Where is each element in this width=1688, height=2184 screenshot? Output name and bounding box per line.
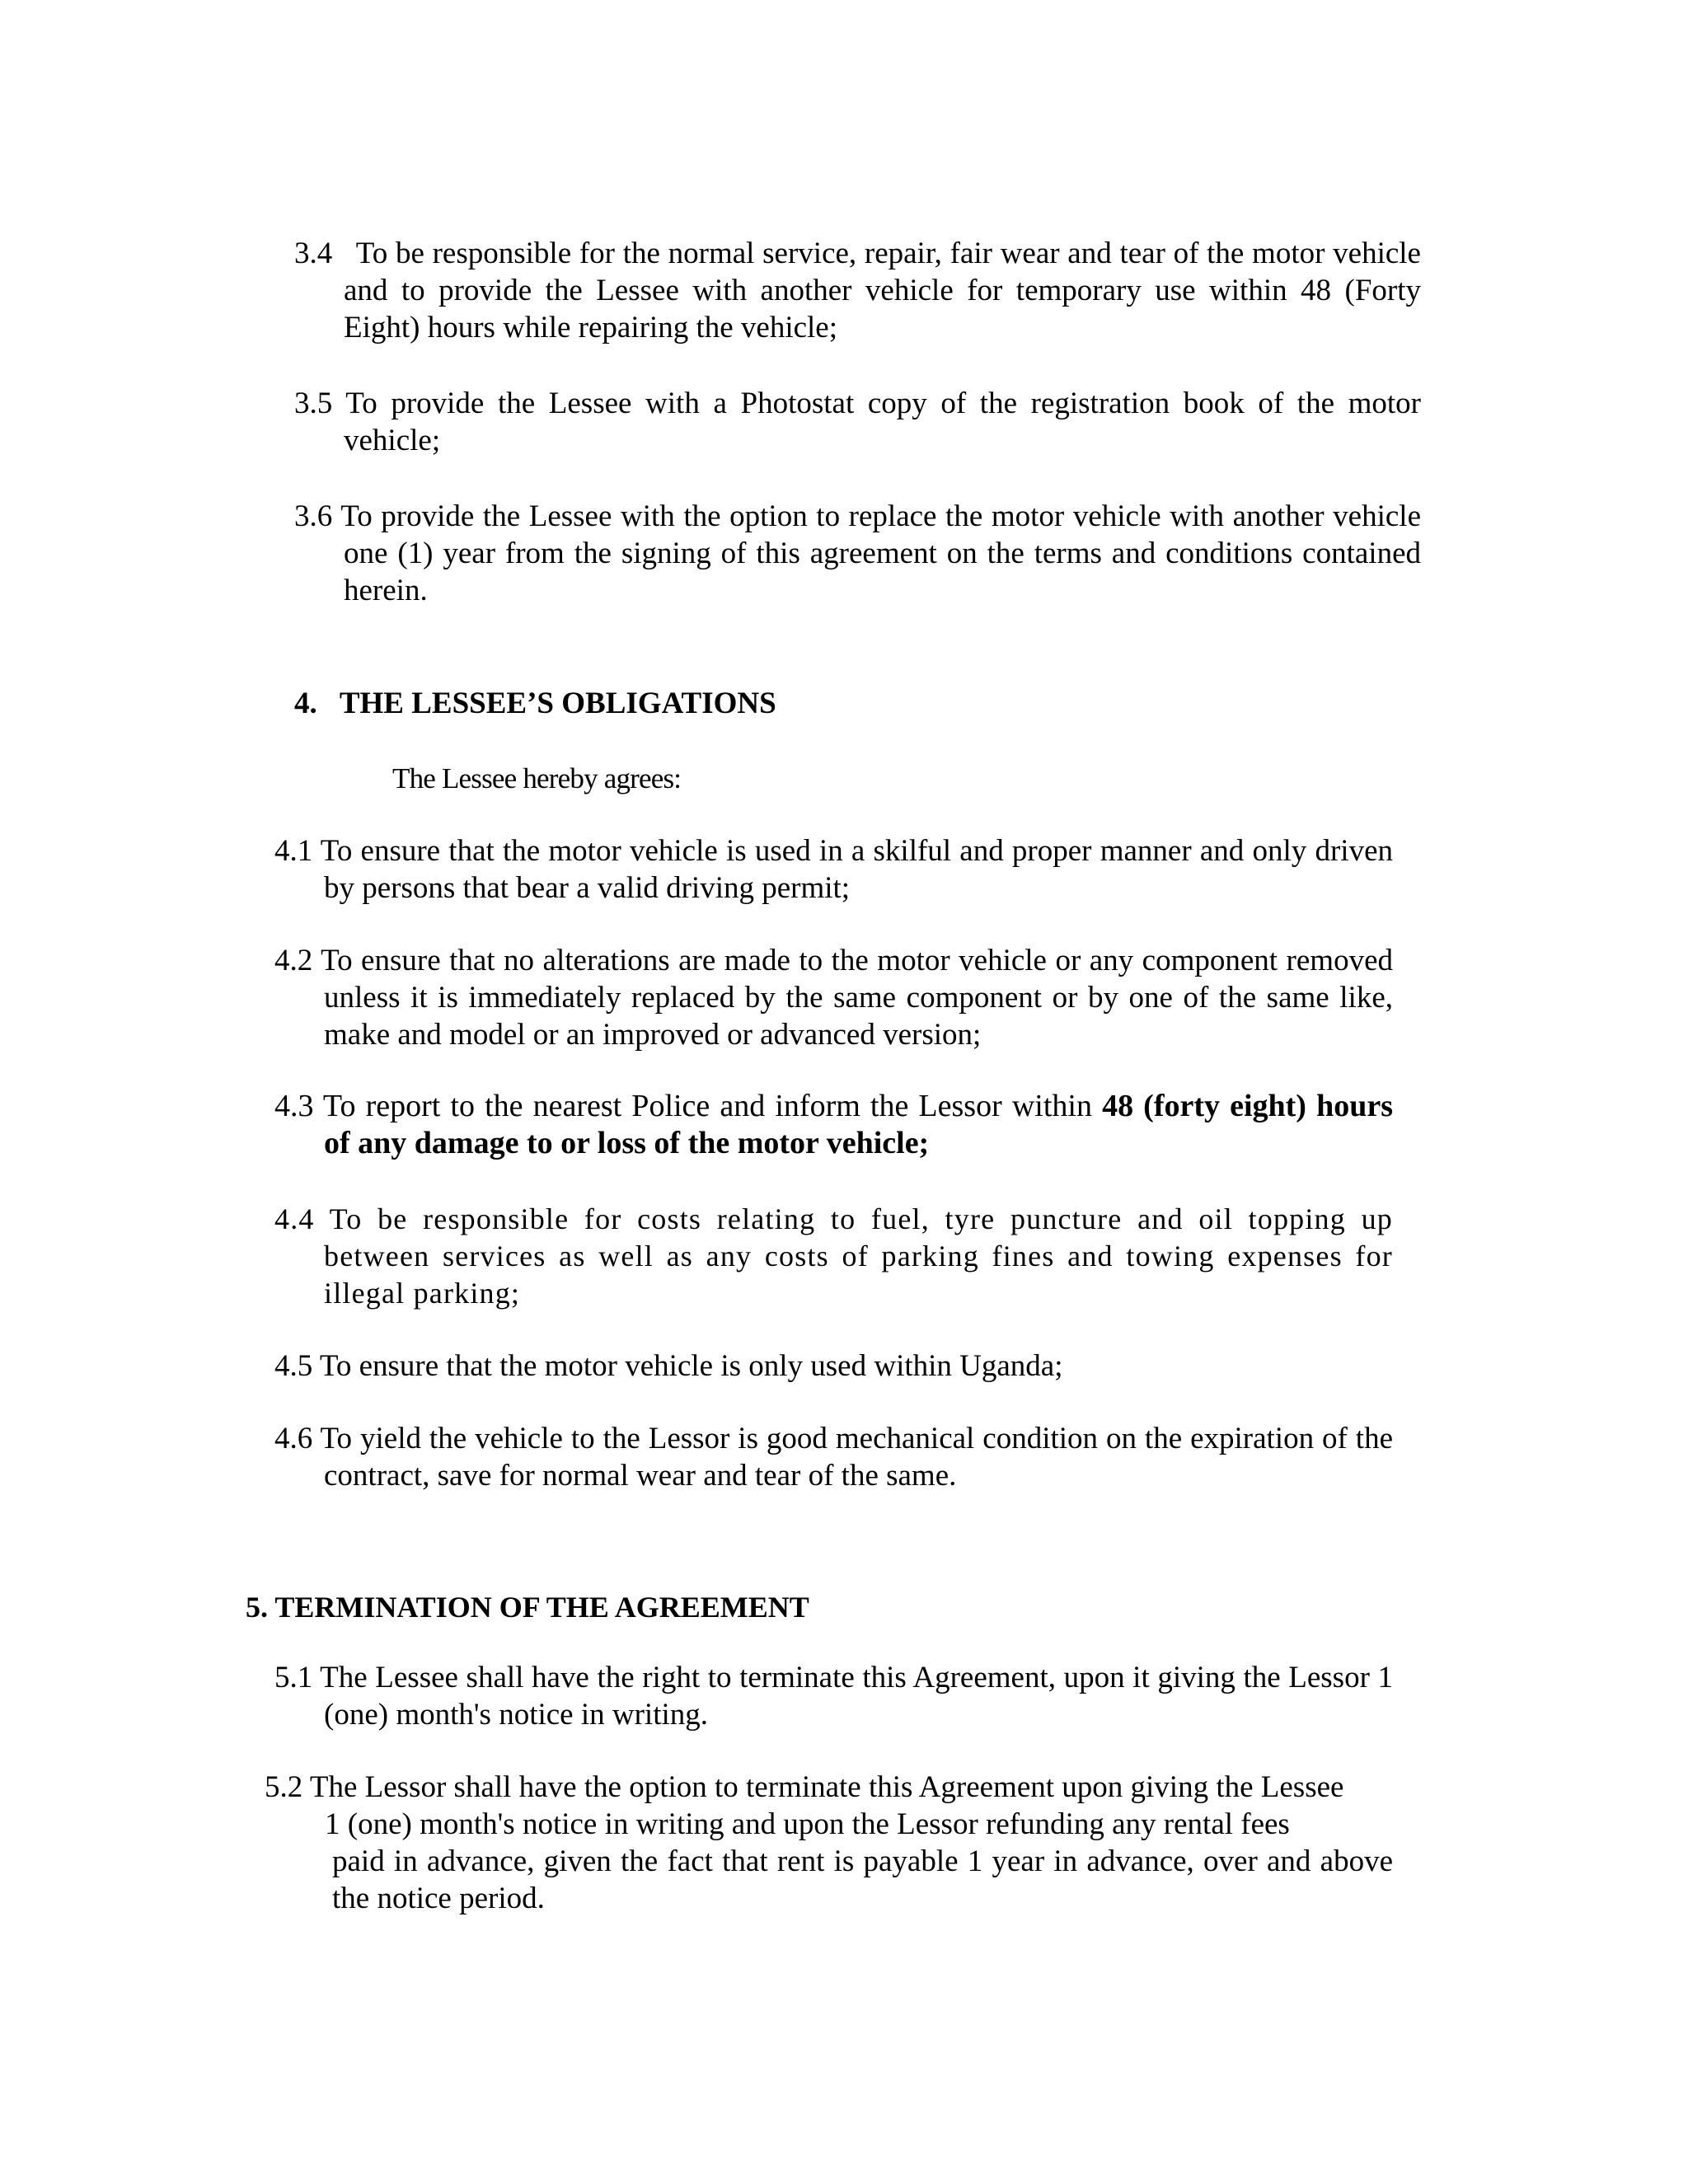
clause-text: To provide the Lessee with a Photostat copy of the registration book of the motor vehicle;: [344, 387, 1421, 457]
clause-text: The Lessee shall have the right to terminate this Agreement, upon it giving the Lessor 1 (one) month's notice in writing.: [320, 1661, 1393, 1732]
clause-text: To ensure that the motor vehicle is only used within Uganda;: [319, 1349, 1063, 1383]
clause-3-5: [294, 385, 1421, 459]
clause-4-2: [274, 942, 1393, 1053]
heading-number: 4.: [294, 687, 317, 720]
clause-text: To be responsible for the normal service, repair, fair wear and tear of the motor vehicle and to provide the Lessee with another vehicle for temporary use within 48 (Forty Eight) hours while repairing the vehicle;: [344, 237, 1421, 344]
clause-5-2-line-3: paid in advance, given the fact that rent is payable 1 year in advance, over and above the notice period.: [332, 1844, 1393, 1915]
clause-text: To ensure that the motor vehicle is used in a skilful and proper manner and only driven by persons that bear a valid driving permit;: [320, 834, 1393, 905]
clause-text: The Lessor shall have the option to terminate this Agreement upon giving the Lessee: [309, 1770, 1344, 1804]
clause-3-6: [294, 498, 1421, 609]
clause-number: 4.3: [274, 1089, 314, 1123]
clause-4-6: [274, 1420, 1393, 1494]
clause-4-1: [274, 832, 1393, 907]
clause-4-4: [274, 1201, 1393, 1312]
clause-number: 3.4: [294, 237, 333, 270]
clause-number: 4.5: [274, 1349, 313, 1383]
clause-text: To ensure that no alterations are made to the motor vehicle or any component removed unless it is immediately replaced by the same component or by one of the same like, make and model or an improved or advanced version;: [321, 944, 1393, 1052]
clause-number: 4.4: [274, 1202, 315, 1235]
clause-number: 4.2: [274, 944, 313, 977]
clause-number: 3.6: [294, 499, 333, 533]
clause-number: 5.2: [265, 1770, 303, 1804]
section-5-heading: [246, 1589, 809, 1626]
section-4-intro: The Lessee hereby agrees:: [392, 762, 682, 794]
clause-text: To provide the Lessee with the option to replace the motor vehicle with another vehicle one (1) year from the signing of this agreement on the terms and conditions contained herein.: [340, 499, 1421, 607]
clause-number: 4.1: [274, 834, 313, 868]
clause-5-1: [274, 1659, 1393, 1733]
clause-number: 3.5: [294, 387, 333, 420]
clause-bold-text: 48 (forty eight) hours of any damage to or loss of the motor vehicle;: [324, 1089, 1393, 1160]
heading-number: 5: [246, 1591, 260, 1624]
heading-text: . TERMINATION OF THE AGREEMENT: [260, 1591, 809, 1624]
clause-5-2-line-1: [265, 1769, 1393, 1806]
clause-5-2: [265, 1769, 1393, 1917]
clause-5-2-line-2: 1 (one) month's notice in writing and upon the Lessor refunding any rental fees: [325, 1807, 1290, 1841]
clause-number: 5.1: [274, 1661, 313, 1694]
clause-text: To be responsible for costs relating to fuel, tyre puncture and oil topping up between services as well as any costs of parking fines and towing expenses for illegal parking;: [324, 1202, 1393, 1310]
clause-4-3: [274, 1088, 1393, 1162]
clause-text: To yield the vehicle to the Lessor is good mechanical condition on the expiration of the contract, save for normal wear and tear of the same.: [320, 1422, 1393, 1493]
section-4-heading: [294, 685, 776, 722]
heading-text: THE LESSEE’S OBLIGATIONS: [339, 687, 776, 720]
clause-3-4: [294, 235, 1421, 346]
clause-text: To report to the nearest Police and inform the Lessor within: [322, 1089, 1092, 1123]
clause-number: 4.6: [274, 1422, 313, 1455]
clause-4-5: [274, 1347, 1393, 1385]
